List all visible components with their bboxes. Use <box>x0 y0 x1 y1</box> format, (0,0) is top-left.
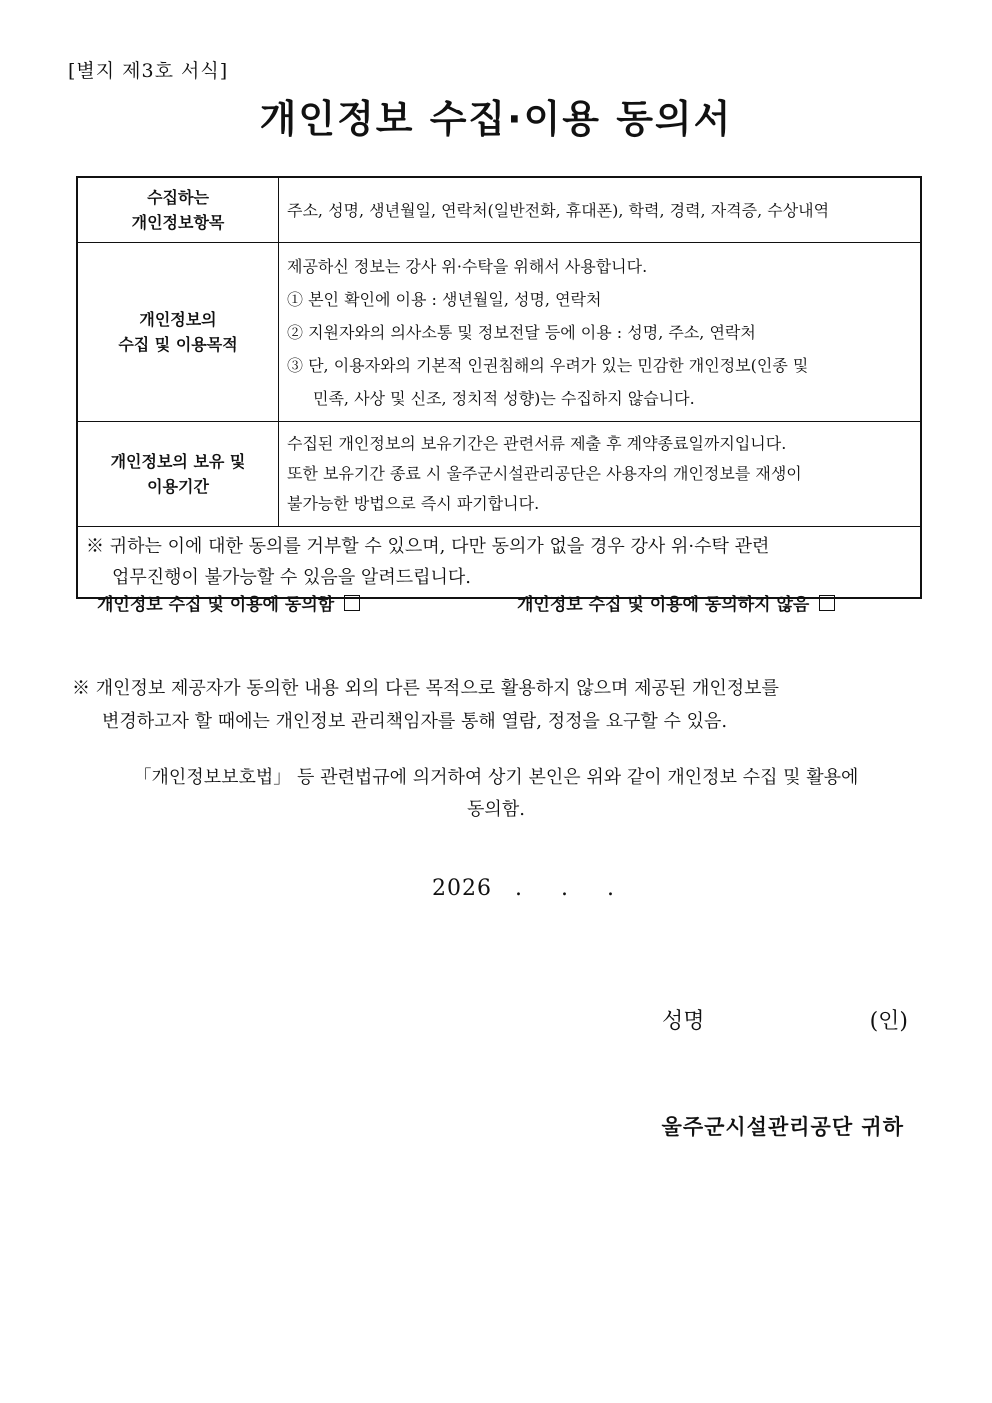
seal-label: (인) <box>869 1009 908 1034</box>
refusal-notice-text: ※ 귀하는 이에 대한 동의를 거부할 수 있으며, 다만 동의가 없을 경우 강사 위·수탁 관련 업무진행이 불가능할 수 있음을 알려드립니다. <box>77 527 921 599</box>
date-dot: . <box>607 876 615 901</box>
table-row-retention <box>77 422 921 527</box>
name-label: 성명 <box>662 1009 705 1034</box>
row-header-collected-items: 수집하는 개인정보항목 <box>77 177 279 243</box>
purpose-intro: 제공하신 정보는 강사 위·수탁을 위해서 사용합니다. <box>287 256 648 276</box>
disagree-option <box>517 590 835 615</box>
legal-consent-statement: 「개인정보보호법」 등 관련법규에 의거하여 상기 본인은 위와 같이 개인정보 수집 및 활용에 동의함. <box>133 767 859 820</box>
collected-items-text: 주소, 성명, 생년월일, 연락처(일반전화, 휴대폰), 학력, 경력, 자격증, 수상내역 <box>279 177 922 243</box>
form-number-label: [별지 제3호 서식] <box>68 60 229 82</box>
purpose-item-3-cont: 민족, 사상 및 신조, 정치적 성향)는 수집하지 않습니다. <box>313 388 695 408</box>
usage-notice: ※ 개인정보 제공자가 동의한 내용 외의 다른 목적으로 활용하지 않으며 제공된 개인정보를 변경하고자 할 때에는 개인정보 관리책임자를 통해 열람, 정정을 요구할 수 있음. <box>72 678 779 732</box>
table-row-refusal-notice <box>77 527 921 599</box>
purpose-item-3: ③ 단, 이용자와의 기본적 인권침해의 우려가 있는 민감한 개인정보(인종 및 <box>287 355 809 375</box>
agree-option <box>97 590 360 615</box>
purpose-item-1: ① 본인 확인에 이용 : 생년월일, 성명, 연락처 <box>287 289 602 309</box>
row-header-retention: 개인정보의 보유 및 이용기간 <box>77 422 279 527</box>
date-dot: . <box>515 876 523 901</box>
date-dot: . <box>561 876 569 901</box>
agree-label: 개인정보 수집 및 이용에 동의함 <box>97 595 335 615</box>
consent-info-table <box>76 176 922 599</box>
signature-line <box>662 1004 912 1035</box>
agree-checkbox[interactable] <box>344 595 360 611</box>
addressee: 울주군시설관리공단 귀하 <box>661 1115 904 1139</box>
disagree-label: 개인정보 수집 및 이용에 동의하지 않음 <box>517 595 810 615</box>
row-header-purpose: 개인정보의 수집 및 이용목적 <box>77 243 279 422</box>
date-year: 2026 <box>432 876 492 901</box>
purpose-item-2: ② 지원자와의 의사소통 및 정보전달 등에 이용 : 성명, 주소, 연락처 <box>287 322 756 342</box>
table-row-purpose <box>77 243 921 422</box>
retention-text: 수집된 개인정보의 보유기간은 관련서류 제출 후 계약종료일까지입니다. 또한 보유기간 종료 시 울주군시설관리공단은 사용자의 개인정보를 재생이 불가능한 방법으로 즉시 파기합니다. <box>279 422 922 527</box>
date-field <box>432 876 630 901</box>
purpose-text <box>279 243 922 422</box>
document-title: 개인정보 수집·이용 동의서 <box>259 97 733 141</box>
table-row-collected-items <box>77 177 921 243</box>
disagree-checkbox[interactable] <box>819 595 835 611</box>
